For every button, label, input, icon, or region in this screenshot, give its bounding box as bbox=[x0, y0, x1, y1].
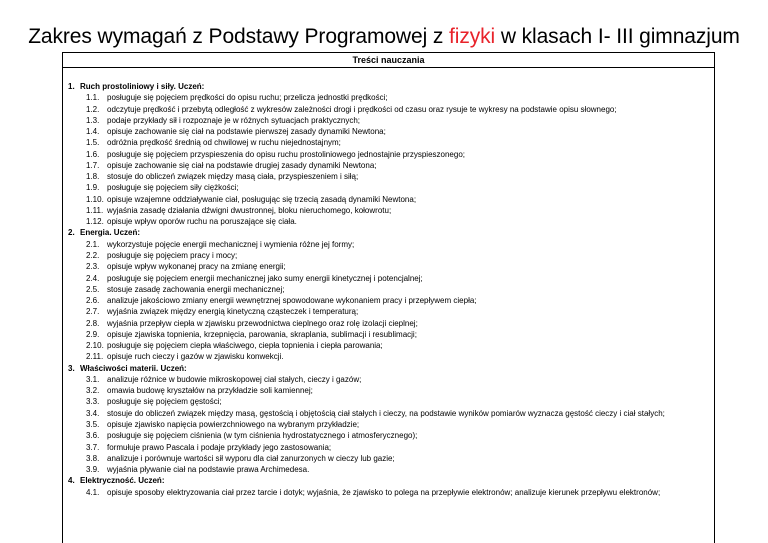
section-title: Energia. Uczeń: bbox=[80, 228, 141, 238]
item-text: wyjaśnia związek między energią kinetyczną cząsteczek i temperaturą; bbox=[107, 307, 359, 317]
item-number: 3.7. bbox=[86, 442, 100, 452]
list-item bbox=[63, 351, 714, 362]
section-heading bbox=[63, 227, 714, 238]
section-number: 3. bbox=[68, 363, 75, 373]
item-text: opisuje zachowanie się ciał na podstawie drugiej zasady dynamiki Newtona; bbox=[107, 160, 377, 170]
item-number: 3.3. bbox=[86, 397, 100, 407]
list-item bbox=[63, 104, 714, 115]
item-number: 1.9. bbox=[86, 183, 100, 193]
list-item bbox=[63, 318, 714, 329]
item-text: odczytuje prędkość i przebytą odległość z wykresów zależności drogi i prędkości od czasu oraz rysuje te wykresy na podstawie opisu słownego; bbox=[107, 104, 617, 114]
list-item bbox=[63, 408, 714, 419]
item-text: posługuje się pojęciem pracy i mocy; bbox=[107, 250, 238, 260]
item-text: analizuje różnice w budowie mikroskopowej ciał stałych, cieczy i gazów; bbox=[107, 374, 362, 384]
item-number: 1.3. bbox=[86, 115, 100, 125]
list-item bbox=[63, 149, 714, 160]
item-number: 1.5. bbox=[86, 138, 100, 148]
list-item bbox=[63, 306, 714, 317]
section-heading bbox=[63, 363, 714, 374]
item-text: opisuje zjawisko napięcia powierzchniowego na wybranym przykładzie; bbox=[107, 419, 360, 429]
list-item bbox=[63, 374, 714, 385]
item-number: 2.6. bbox=[86, 296, 100, 306]
item-number: 1.6. bbox=[86, 149, 100, 159]
item-number: 1.11. bbox=[86, 205, 104, 215]
title-highlight: fizyki bbox=[449, 25, 496, 48]
item-text: analizuje i porównuje wartości sił wyporu dla ciał zanurzonych w cieczy lub gazie; bbox=[107, 453, 395, 463]
section-heading bbox=[63, 475, 714, 486]
item-number: 4.1. bbox=[86, 487, 100, 497]
item-text: stosuje do obliczeń związek między masą, gęstością i objętością ciał stałych i cieczy, na podstawie wyników pomiarów wyznacza gęstość cieczy i ciał stałych; bbox=[107, 408, 665, 418]
item-text: posługuje się pojęciem ciśnienia (w tym ciśnienia hydrostatycznego i atmosferycznego); bbox=[107, 431, 418, 441]
section-title: Ruch prostoliniowy i siły. Uczeń: bbox=[80, 82, 205, 91]
list-item bbox=[63, 284, 714, 295]
list-item bbox=[63, 115, 714, 126]
list-item bbox=[63, 442, 714, 453]
list-item bbox=[63, 216, 714, 227]
item-text: opisuje wzajemne oddziaływanie ciał, posługując się trzecią zasadą dynamiki Newtona; bbox=[107, 194, 417, 204]
item-number: 1.10. bbox=[86, 194, 104, 204]
item-text: opisuje ruch cieczy i gazów w zjawisku konwekcji. bbox=[107, 352, 284, 362]
list-item bbox=[63, 239, 714, 250]
item-text: posługuje się pojęciem gęstości; bbox=[107, 397, 222, 407]
item-text: stosuje do obliczeń związek między masą ciała, przyspieszeniem i siłą; bbox=[107, 172, 359, 182]
section-heading bbox=[63, 81, 714, 92]
item-text: posługuje się pojęciem ciepła właściwego, ciepła topnienia i ciepła parowania; bbox=[107, 341, 383, 351]
page-title bbox=[0, 24, 768, 50]
list-item bbox=[63, 340, 714, 351]
item-text: opisuje wpływ oporów ruchu na poruszające się ciała. bbox=[107, 217, 297, 227]
item-text: wyjaśnia zasadę działania dźwigni dwustronnej, bloku nieruchomego, kołowrotu; bbox=[107, 205, 392, 215]
list-item bbox=[63, 194, 714, 205]
item-text: posługuje się pojęciem przyspieszenia do opisu ruchu prostoliniowego jednostajnie przyspieszonego; bbox=[107, 149, 465, 159]
item-number: 1.4. bbox=[86, 127, 100, 137]
item-number: 2.10. bbox=[86, 341, 104, 351]
item-text: analizuje jakościowo zmiany energii wewnętrznej spowodowane wykonaniem pracy i przepływem ciepła; bbox=[107, 296, 477, 306]
list-item bbox=[63, 273, 714, 284]
item-text: opisuje wpływ wykonanej pracy na zmianę energii; bbox=[107, 262, 286, 272]
item-number: 1.1. bbox=[86, 93, 100, 103]
list-item bbox=[63, 295, 714, 306]
list-item bbox=[63, 250, 714, 261]
section-number: 2. bbox=[68, 228, 75, 238]
list-item bbox=[63, 419, 714, 430]
list-item bbox=[63, 453, 714, 464]
item-text: wyjaśnia przepływ ciepła w zjawisku przewodnictwa cieplnego oraz rolę izolacji cieplnej; bbox=[107, 318, 418, 328]
item-number: 3.5. bbox=[86, 419, 100, 429]
list-item bbox=[63, 464, 714, 475]
list-item bbox=[63, 171, 714, 182]
item-text: wykorzystuje pojęcie energii mechanicznej i wymienia różne jej formy; bbox=[107, 239, 355, 249]
item-number: 2.11. bbox=[86, 352, 104, 362]
title-before: Zakres wymagań z Podstawy Programowej z bbox=[28, 25, 450, 48]
item-number: 3.9. bbox=[86, 465, 100, 475]
item-number: 3.6. bbox=[86, 431, 100, 441]
item-number: 2.3. bbox=[86, 262, 100, 272]
item-number: 3.4. bbox=[86, 408, 100, 418]
item-text: stosuje zasadę zachowania energii mechanicznej; bbox=[107, 284, 285, 294]
list-item bbox=[63, 92, 714, 103]
section-title: Elektryczność. Uczeń: bbox=[80, 476, 165, 486]
list-item bbox=[63, 205, 714, 216]
item-number: 3.2. bbox=[86, 386, 100, 396]
item-text: omawia budowę kryształów na przykładzie soli kamiennej; bbox=[107, 386, 313, 396]
list-item bbox=[63, 126, 714, 137]
item-text: odróżnia prędkość średnią od chwilowej w ruchu niejednostajnym; bbox=[107, 138, 341, 148]
item-text: opisuje zjawiska topnienia, krzepnięcia, parowania, skraplania, sublimacji i resublimacji; bbox=[107, 329, 417, 339]
item-text: posługuje się pojęciem prędkości do opisu ruchu; przelicza jednostki prędkości; bbox=[107, 93, 388, 103]
section-title: Właściwości materii. Uczeń: bbox=[80, 363, 187, 373]
item-number: 2.7. bbox=[86, 307, 100, 317]
item-number: 1.8. bbox=[86, 172, 100, 182]
list-item bbox=[63, 430, 714, 441]
title-after: w klasach I- III gimnazjum bbox=[495, 25, 740, 48]
item-text: wyjaśnia pływanie ciał na podstawie prawa Archimedesa. bbox=[107, 465, 310, 475]
item-number: 1.2. bbox=[86, 104, 100, 114]
item-text: formułuje prawo Pascala i podaje przykłady jego zastosowania; bbox=[107, 442, 332, 452]
item-number: 1.7. bbox=[86, 160, 100, 170]
list-item bbox=[63, 396, 714, 407]
item-number: 2.1. bbox=[86, 239, 100, 249]
list-item bbox=[63, 160, 714, 171]
list-item bbox=[63, 487, 714, 498]
item-text: podaje przykłady sił i rozpoznaje je w różnych sytuacjach praktycznych; bbox=[107, 115, 361, 125]
item-number: 2.5. bbox=[86, 284, 100, 294]
list-item bbox=[63, 385, 714, 396]
table-body bbox=[63, 68, 714, 498]
item-number: 3.8. bbox=[86, 453, 100, 463]
item-number: 3.1. bbox=[86, 374, 100, 384]
item-text: posługuje się pojęciem energii mechanicznej jako sumy energii kinetycznej i potencjalnej; bbox=[107, 273, 423, 283]
list-item bbox=[63, 329, 714, 340]
item-number: 2.9. bbox=[86, 329, 100, 339]
item-text: opisuje zachowanie się ciał na podstawie pierwszej zasady dynamiki Newtona; bbox=[107, 127, 386, 137]
section-number: 4. bbox=[68, 476, 75, 486]
requirements-table bbox=[62, 52, 715, 543]
item-number: 2.4. bbox=[86, 273, 100, 283]
item-number: 2.8. bbox=[86, 318, 100, 328]
item-text: posługuje się pojęciem siły ciężkości; bbox=[107, 183, 239, 193]
item-number: 2.2. bbox=[86, 250, 100, 260]
item-text: opisuje sposoby elektryzowania ciał przez tarcie i dotyk; wyjaśnia, że zjawisko to polega na przepływie elektronów; analizuje kierunek przepływu elektronów; bbox=[107, 487, 661, 497]
item-number: 1.12. bbox=[86, 217, 104, 227]
table-header: Treści nauczania bbox=[63, 53, 714, 68]
list-item bbox=[63, 182, 714, 193]
list-item bbox=[63, 261, 714, 272]
list-item bbox=[63, 137, 714, 148]
section-number: 1. bbox=[68, 82, 75, 91]
